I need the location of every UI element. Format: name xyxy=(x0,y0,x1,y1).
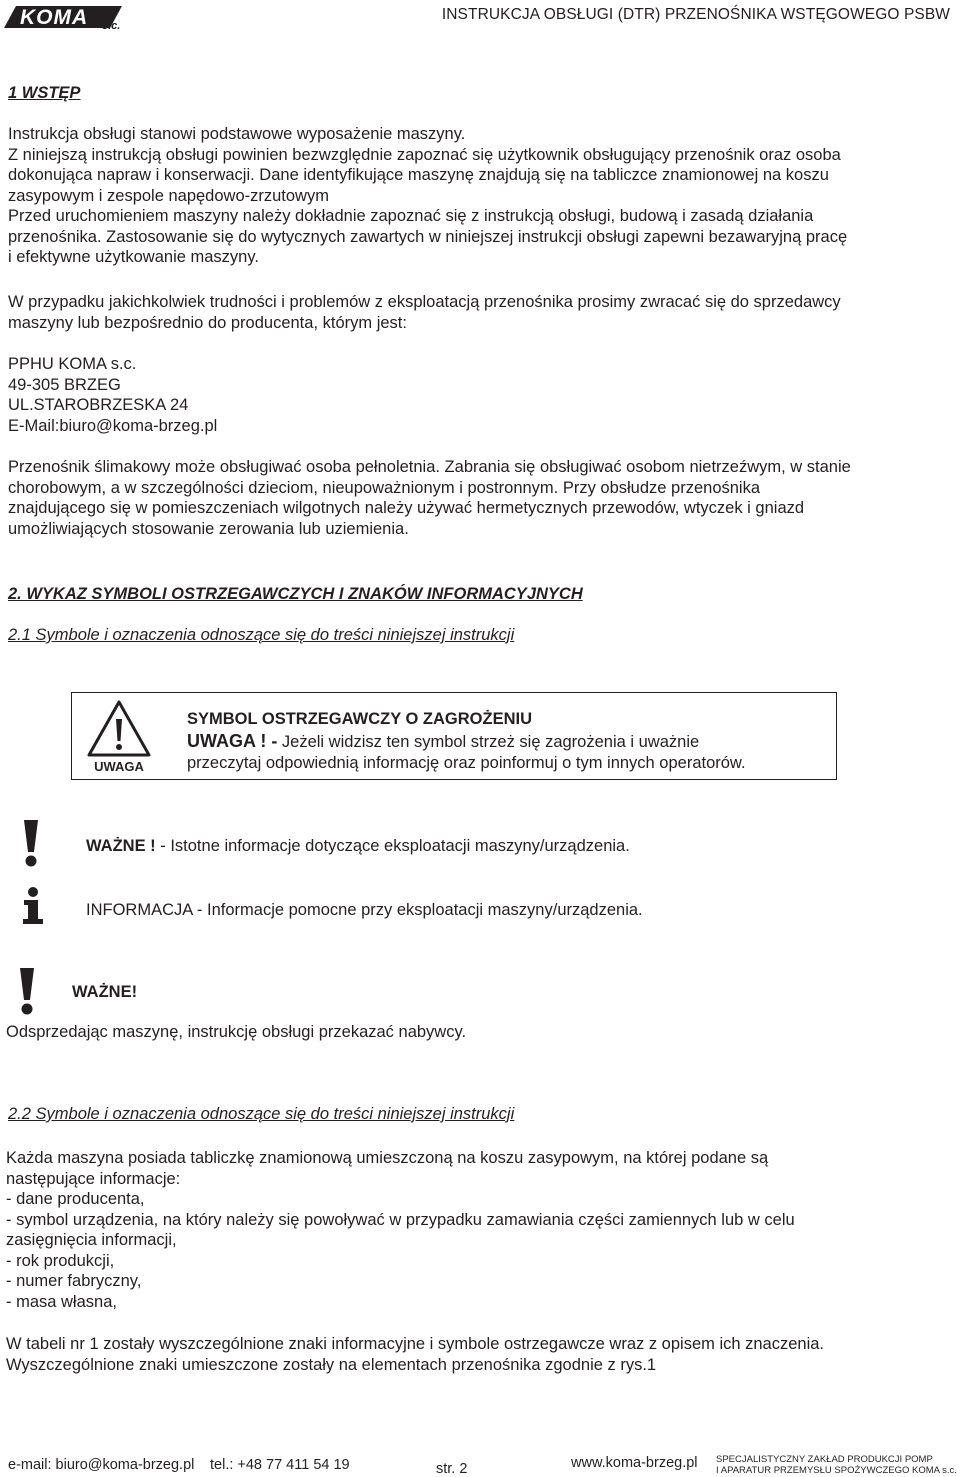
text-line: Przenośnik ślimakowy może obsługiwać osoba pełnoletnia. Zabrania się obsługiwać osobom nietrzeźwym, w stanie xyxy=(8,458,851,476)
address-line: UL.STAROBRZESKA 24 xyxy=(8,396,189,414)
footer-email[interactable]: e-mail: biuro@koma-brzeg.pl xyxy=(8,1457,195,1473)
text-line: znajdującego się w pomieszczeniach wilgotnych należy używać hermetycznych przewodów, wtyczek i gniazd xyxy=(8,499,805,517)
warning-line-2: przeczytaj odpowiednią informację oraz poinformuj o tym innych operatorów. xyxy=(187,754,746,772)
warning-description xyxy=(187,709,746,775)
text-line: maszyny lub bezpośrednio do producenta, którym jest: xyxy=(8,313,407,332)
manufacturer-address xyxy=(8,354,217,436)
intro-paragraph xyxy=(8,124,847,268)
company-line-2: I APARATUR PRZEMYSŁU SPOŻYWCZEGO KOMA s.c. xyxy=(716,1465,957,1476)
email-link[interactable]: E-Mail:biuro@koma-brzeg.pl xyxy=(8,416,218,435)
section-1-heading: 1 WSTĘP xyxy=(8,84,81,102)
warning-line-1 xyxy=(187,731,746,754)
table-reference-paragraph xyxy=(6,1334,824,1375)
warning-icon-label: UWAGA xyxy=(94,759,144,774)
text-line: Z niniejszą instrukcją obsługi powinien bezwzględnie zapoznać się użytkownik obsługujący przenośnik oraz osoba xyxy=(8,145,841,164)
text-line: dokonująca napraw i konserwacji. Dane identyfikujące maszynę znajdują się na tabliczce znamionowej na koszu xyxy=(8,166,829,184)
text-line: umożliwiających stosowanie zerowania lub uziemienia. xyxy=(8,519,409,538)
address-line: PPHU KOMA s.c. xyxy=(8,355,137,373)
footer-company xyxy=(716,1454,957,1476)
text-line: przenośnika. Zastosowanie się do wytycznych zawartych w niniejszej instrukcji obsługi zapewni bezawaryjną pracę xyxy=(8,227,848,246)
exclamation-icon xyxy=(16,818,46,868)
list-item: - masa własna, xyxy=(6,1292,117,1311)
info-note: INFORMACJA - Informacje pomocne przy eksploatacji maszyny/urządzenia. xyxy=(86,901,643,919)
important-text: - Istotne informacje dotyczące eksploatacji maszyny/urządzenia. xyxy=(155,837,630,855)
header-title: INSTRUKCJA OBSŁUGI (DTR) PRZENOŚNIKA WSTĘGOWEGO PSBW xyxy=(441,6,950,23)
exclamation-icon xyxy=(12,966,42,1016)
important-lead: WAŻNE ! xyxy=(86,837,156,855)
footer-website[interactable]: www.koma-brzeg.pl xyxy=(571,1455,698,1471)
text-line: W tabeli nr 1 zostały wyszczególnione znaki informacyjne i symbole ostrzegawcze wraz z opisem ich znaczenia. xyxy=(6,1335,825,1353)
resale-note: Odsprzedając maszynę, instrukcję obsługi przekazać nabywcy. xyxy=(6,1023,467,1041)
section-2-2-heading: 2.2 Symbole i oznaczenia odnoszące się do treści niniejszej instrukcji xyxy=(8,1105,515,1123)
warning-triangle-icon xyxy=(86,699,152,775)
important-note xyxy=(86,836,630,857)
text-line: zasypowym i zespole napędowo-zrzutowym xyxy=(8,186,329,205)
text-line: Instrukcja obsługi stanowi podstawowe wyposażenie maszyny. xyxy=(8,125,466,143)
warning-symbol-box xyxy=(71,692,837,780)
text-line: Każda maszyna posiada tabliczkę znamionową umieszczoną na koszu zasypowym, na której podane są xyxy=(6,1149,769,1167)
koma-logo xyxy=(2,2,137,32)
info-icon xyxy=(18,886,48,926)
company-line-1: SPECJALISTYCZNY ZAKŁAD PRODUKCJI POMP xyxy=(716,1454,933,1465)
page-number: str. 2 xyxy=(436,1461,468,1477)
svg-text:s.c.: s.c. xyxy=(102,20,121,32)
text-line: W przypadku jakichkolwiek trudności i problemów z eksploatacją przenośnika prosimy zwracać się do sprzedawcy xyxy=(8,293,841,311)
warning-title: SYMBOL OSTRZEGAWCZY O ZAGROŻENIU xyxy=(187,710,532,728)
important-heading: WAŻNE! xyxy=(72,983,138,1001)
text-line: zasięgnięcia informacji, xyxy=(6,1231,177,1249)
text-line: Wyszczególnione znaki umieszczone zostały na elementach przenośnika zgodnie z rys.1 xyxy=(6,1355,657,1374)
list-item: - symbol urządzenia, na który należy się powoływać w przypadku zamawiania części zamiennych lub w celu xyxy=(6,1210,795,1229)
section-2-1-heading: 2.1 Symbole i oznaczenia odnoszące się do treści niniejszej instrukcji xyxy=(8,626,515,644)
address-line: 49-305 BRZEG xyxy=(8,375,121,394)
footer-phone: tel.: +48 77 411 54 19 xyxy=(210,1457,350,1473)
contact-paragraph xyxy=(8,292,841,333)
list-item: - rok produkcji, xyxy=(6,1251,115,1270)
warning-lead: UWAGA ! - xyxy=(187,730,278,751)
warning-text: Jeżeli widzisz ten symbol strzeż się zagrożenia i uważnie xyxy=(277,732,700,751)
safety-paragraph xyxy=(8,457,851,539)
list-item: - dane producenta, xyxy=(6,1190,145,1208)
list-item: - numer fabryczny, xyxy=(6,1272,142,1290)
text-line: Przed uruchomieniem maszyny należy dokładnie zapoznać się z instrukcją obsługi, budową i zasadą działania xyxy=(8,207,814,225)
text-line: następujące informacje: xyxy=(6,1169,181,1188)
svg-text:KOMA: KOMA xyxy=(20,6,89,29)
text-line: chorobowym, a w szczególności dzieciom, nieupoważnionym i postronnym. Przy obsłudze przenośnika xyxy=(8,478,761,497)
text-line: i efektywne użytkowanie maszyny. xyxy=(8,248,259,266)
nameplate-paragraph xyxy=(6,1148,795,1312)
section-2-heading: 2. WYKAZ SYMBOLI OSTRZEGAWCZYCH I ZNAKÓW INFORMACYJNYCH xyxy=(8,585,583,603)
